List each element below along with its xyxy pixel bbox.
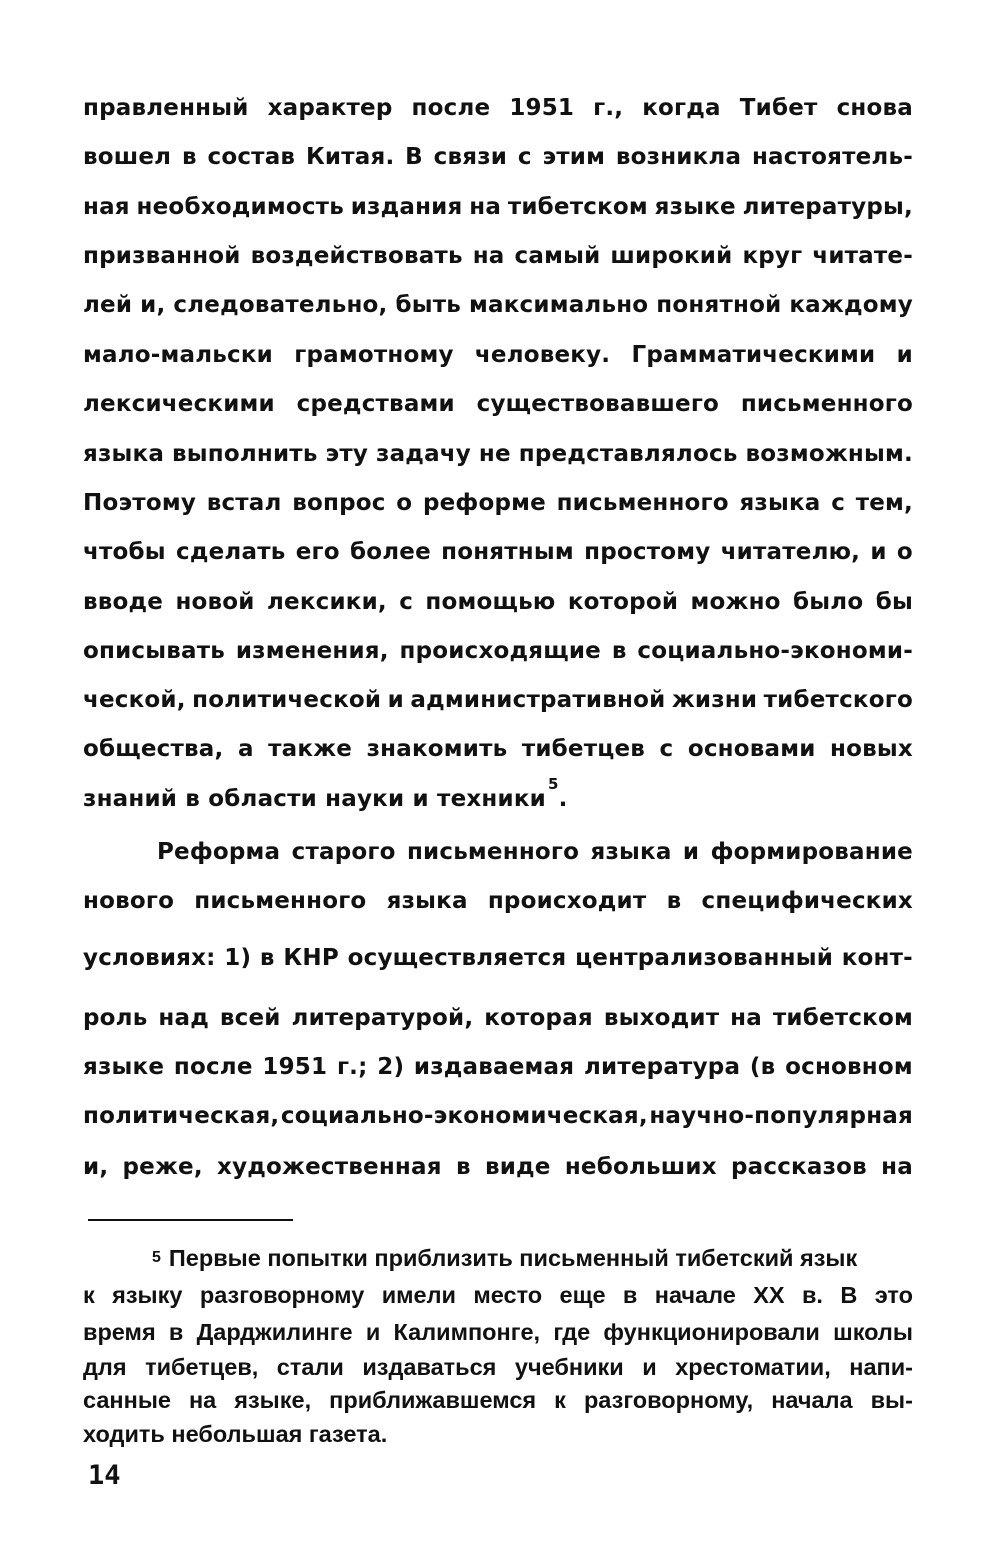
- body-line: условиях: 1) в КНР осуществляется централизованный конт-: [83, 945, 913, 971]
- body-line: политическая, социально-экономическая, научно-популярная: [83, 1103, 913, 1129]
- body-line: нового письменного языка происходит в специфических: [83, 888, 913, 914]
- body-line: ная необходимость издания на тибетском языке литературы,: [83, 194, 913, 220]
- body-line: правленный характер после 1951 г., когда Тибет снова: [83, 95, 913, 121]
- footnote-line: для тибетцев, стали издаваться учебники и хрестоматии, напи-: [83, 1354, 913, 1380]
- body-line: описывать изменения, происходящие в социально-экономи-: [83, 638, 913, 664]
- body-line: роль над всей литературой, которая выходит на тибетском: [83, 1005, 913, 1031]
- body-line: языке после 1951 г.; 2) издаваемая литература (в основном: [83, 1054, 913, 1080]
- page-number: 14: [88, 1460, 121, 1491]
- body-line: Поэтому встал вопрос о реформе письменного языка с тем,: [83, 490, 913, 516]
- footnote-line: время в Дарджилинге и Калимпонге, где функционировали школы: [83, 1319, 913, 1345]
- footnote-reference[interactable]: 5: [547, 775, 559, 793]
- body-line: общества, а также знакомить тибетцев с основами новых: [83, 736, 913, 762]
- footnote-line: к языку разговорному имели место еще в начале XX в. В это: [83, 1282, 913, 1308]
- footnote-separator: [88, 1219, 293, 1221]
- body-line: языка выполнить эту задачу не представлялось возможным.: [83, 441, 913, 467]
- body-line: вошел в состав Китая. В связи с этим возникла настоятель-: [83, 144, 913, 170]
- footnote-line: санные на языке, приближавшемся к разговорному, начала вы-: [83, 1387, 913, 1413]
- body-line-last: [83, 775, 913, 814]
- footnote-line: ходить небольшая газета.: [83, 1421, 388, 1447]
- body-line: вводе новой лексики, с помощью которой можно было бы: [83, 589, 913, 615]
- footnote-mark: 5: [152, 1249, 161, 1266]
- sentence-end: .: [558, 786, 568, 812]
- body-line: ческой, политической и административной жизни тибетского: [83, 687, 913, 713]
- body-line: чтобы сделать его более понятным простому читателю, и о: [83, 539, 913, 565]
- body-line: и, реже, художественная в виде небольших рассказов на: [83, 1154, 913, 1180]
- body-line-text: знаний в области науки и техники: [83, 786, 546, 812]
- body-line: призванной воздействовать на самый широкий круг читате-: [83, 243, 913, 269]
- body-line: мало-мальски грамотному человеку. Грамматическими и: [83, 342, 913, 368]
- footnote-first-line: [152, 1243, 913, 1273]
- body-line: лексическими средствами существовавшего письменного: [83, 391, 913, 417]
- footnote-line: Первые попытки приблизить письменный тибетский язык: [168, 1245, 858, 1271]
- body-line: лей и, следовательно, быть максимально понятной каждому: [83, 292, 913, 318]
- paragraph-2-first-line: Реформа старого письменного языка и формирование: [157, 839, 913, 865]
